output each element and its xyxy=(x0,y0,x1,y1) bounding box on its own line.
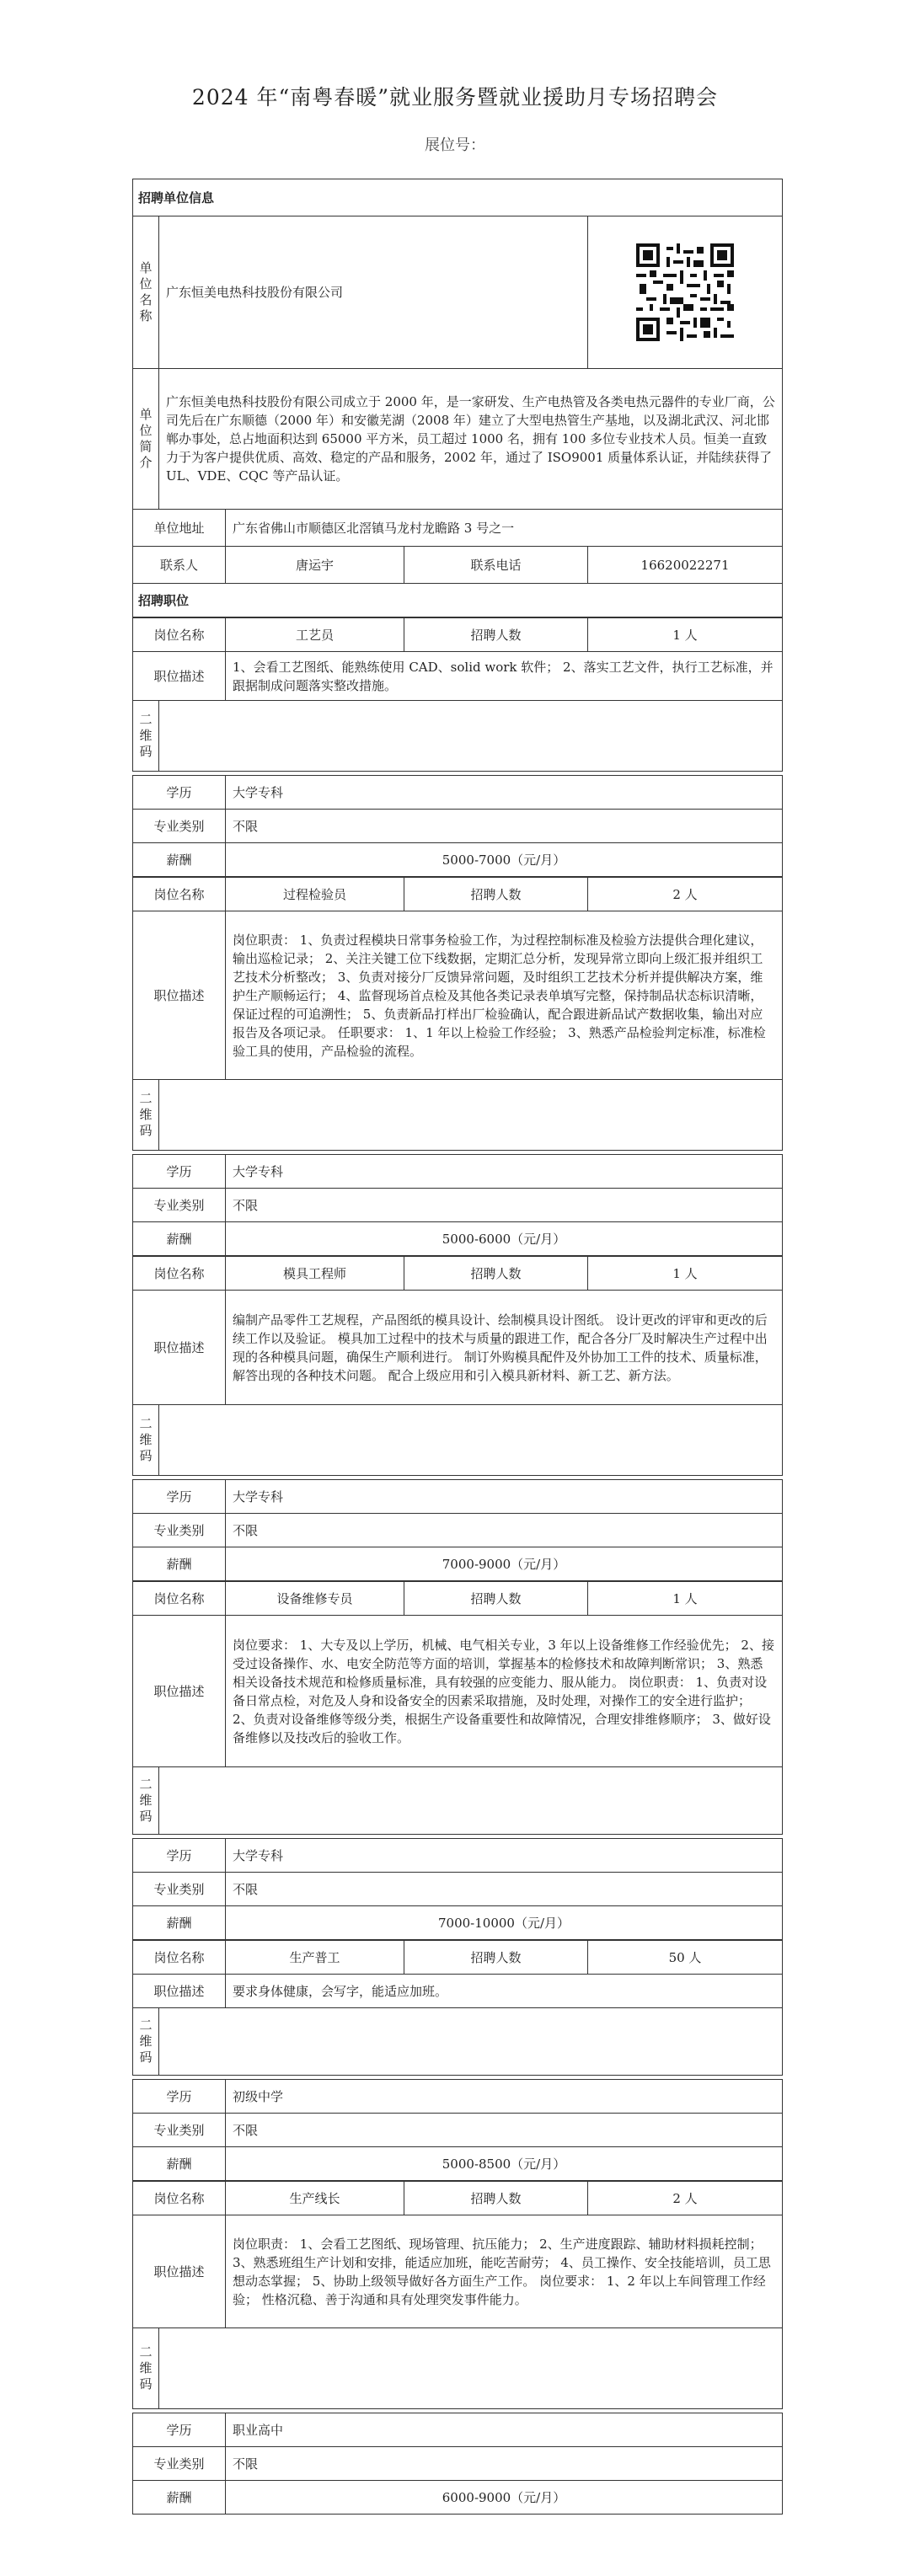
company-section-title: 招聘单位信息 xyxy=(133,179,783,216)
job-qr-cell xyxy=(159,701,783,772)
education-value: 大学专科 xyxy=(226,776,783,810)
salary-value: 7000-9000（元/月） xyxy=(226,1547,783,1581)
description-label: 职位描述 xyxy=(133,1616,226,1767)
qr-label: 二 维 码 xyxy=(133,2008,159,2076)
recruitment-form xyxy=(132,179,782,2515)
salary-value: 5000-6000（元/月） xyxy=(226,1222,783,1256)
education-label: 学历 xyxy=(133,1155,226,1189)
job-table xyxy=(132,2181,783,2515)
major-value: 不限 xyxy=(226,2114,783,2147)
major-value: 不限 xyxy=(226,1189,783,1222)
salary-label: 薪酬 xyxy=(133,843,226,877)
major-label: 专业类别 xyxy=(133,2447,226,2481)
position-label: 岗位名称 xyxy=(133,1257,226,1291)
headcount-value: 2 人 xyxy=(588,2182,783,2215)
major-value: 不限 xyxy=(226,1873,783,1906)
job-qr-cell xyxy=(159,2008,783,2076)
headcount-label: 招聘人数 xyxy=(404,1582,588,1616)
position-label: 岗位名称 xyxy=(133,2182,226,2215)
company-intro-label: 单 位 简 介 xyxy=(133,369,159,510)
qr-label: 二 维 码 xyxy=(133,1767,159,1835)
contact-phone-label: 联系电话 xyxy=(404,547,588,584)
contact-phone: 16620022271 xyxy=(588,547,783,584)
headcount-label: 招聘人数 xyxy=(404,878,588,911)
education-label: 学历 xyxy=(133,1480,226,1514)
major-value: 不限 xyxy=(226,810,783,843)
booth-number-label: 展位号： xyxy=(425,136,485,154)
job-description: 要求身体健康，会写字，能适应加班。 xyxy=(226,1975,783,2008)
job-table xyxy=(132,1940,783,2181)
headcount-value: 1 人 xyxy=(588,1257,783,1291)
education-value: 职业高中 xyxy=(226,2413,783,2447)
qr-label: 二 维 码 xyxy=(133,1080,159,1151)
headcount-value: 1 人 xyxy=(588,1582,783,1616)
headcount-label: 招聘人数 xyxy=(404,618,588,652)
salary-value: 5000-8500（元/月） xyxy=(226,2147,783,2181)
position-label: 岗位名称 xyxy=(133,1941,226,1975)
major-label: 专业类别 xyxy=(133,1873,226,1906)
company-intro: 广东恒美电热科技股份有限公司成立于 2000 年，是一家研发、生产电热管及各类电热元器件的专业厂商，公司先后在广东顺德（2000 年）和安徽芜湖（2008 年）建立了大型电热管生产基地，以及湖北武汉、河北邯郸办事处，总占地面积达到 65000 平方米，员工超过 1000 名，拥有 100 多位专业技术人员。恒美一直致力于为客户提供优质、高效、稳定的产品和服务，2002 年，通过了 ISO9001 质量体系认证，并陆续获得了 UL、VDE、CQC 等产品认证。 xyxy=(159,369,783,510)
position-label: 岗位名称 xyxy=(133,1582,226,1616)
headcount-label: 招聘人数 xyxy=(404,1941,588,1975)
major-label: 专业类别 xyxy=(133,1514,226,1547)
major-label: 专业类别 xyxy=(133,1189,226,1222)
position-title: 工艺员 xyxy=(226,618,404,652)
education-label: 学历 xyxy=(133,2080,226,2114)
job-table xyxy=(132,1581,783,1940)
salary-label: 薪酬 xyxy=(133,1547,226,1581)
job-qr-cell xyxy=(159,1405,783,1476)
contact-person: 唐运宇 xyxy=(226,547,404,584)
company-qr-cell xyxy=(588,216,783,369)
position-label: 岗位名称 xyxy=(133,878,226,911)
headcount-value: 50 人 xyxy=(588,1941,783,1975)
job-table xyxy=(132,1256,783,1581)
company-name: 广东恒美电热科技股份有限公司 xyxy=(159,216,588,369)
job-list xyxy=(132,617,782,2515)
job-table xyxy=(132,617,783,877)
education-value: 大学专科 xyxy=(226,1839,783,1873)
job-description: 编制产品零件工艺规程，产品图纸的模具设计、绘制模具设计图纸。 设计更改的评审和更改的后续工作以及验证。 模具加工过程中的技术与质量的跟进工作，配合各分厂及时解决生产过程中出现的各种模具问题，确保生产顺利进行。 制订外购模具配件及外协加工工件的技术、质量标准，解答出现的各种技术问题。 配合上级应用和引入模具新材料、新工艺、新方法。 xyxy=(226,1291,783,1405)
salary-value: 6000-9000（元/月） xyxy=(226,2481,783,2515)
position-title: 生产线长 xyxy=(226,2182,404,2215)
company-info-table xyxy=(132,179,783,617)
headcount-value: 1 人 xyxy=(588,618,783,652)
major-value: 不限 xyxy=(226,2447,783,2481)
company-name-label: 单 位 名 称 xyxy=(133,216,159,369)
salary-label: 薪酬 xyxy=(133,2481,226,2515)
position-title: 设备维修专员 xyxy=(226,1582,404,1616)
education-value: 大学专科 xyxy=(226,1155,783,1189)
company-address-label: 单位地址 xyxy=(133,510,226,547)
position-label: 岗位名称 xyxy=(133,618,226,652)
description-label: 职位描述 xyxy=(133,2215,226,2328)
contact-person-label: 联系人 xyxy=(133,547,226,584)
description-label: 职位描述 xyxy=(133,1291,226,1405)
headcount-value: 2 人 xyxy=(588,878,783,911)
position-title: 模具工程师 xyxy=(226,1257,404,1291)
education-value: 初级中学 xyxy=(226,2080,783,2114)
salary-label: 薪酬 xyxy=(133,1906,226,1940)
major-value: 不限 xyxy=(226,1514,783,1547)
education-value: 大学专科 xyxy=(226,1480,783,1514)
job-description: 岗位职责： 1、负责过程模块日常事务检验工作，为过程控制标准及检验方法提供合理化建议，输出巡检记录； 2、关注关键工位下线数据，定期汇总分析，发现异常立即向上级汇报并组织工艺技术分析整改； 3、负责对接分厂反馈异常问题，及时组织工艺技术分析并提供解决方案，维护生产顺畅运行； 4、监督现场首点检及其他各类记录表单填写完整，保持制品状态标识清晰，保证过程的可追溯性； 5、负责新品打样出厂检验确认，配合跟进新品试产数据收集，输出对应报告及各项记录。 任职要求： 1、1 年以上检验工作经验； 3、熟悉产品检验判定标准，标准检验工具的使用，产品检验的流程。 xyxy=(226,911,783,1080)
description-label: 职位描述 xyxy=(133,652,226,701)
job-qr-cell xyxy=(159,2328,783,2409)
page-title: 2024 年“南粤春暖”就业服务暨就业援助月专场招聘会 xyxy=(191,85,719,110)
headcount-label: 招聘人数 xyxy=(404,1257,588,1291)
qr-label: 二 维 码 xyxy=(133,2328,159,2409)
education-label: 学历 xyxy=(133,776,226,810)
salary-value: 5000-7000（元/月） xyxy=(226,843,783,877)
company-address: 广东省佛山市顺德区北滘镇马龙村龙瞻路 3 号之一 xyxy=(226,510,783,547)
job-description: 1、会看工艺图纸、能熟练使用 CAD、solid work 软件； 2、落实工艺文件，执行工艺标准，并跟据制成问题落实整改措施。 xyxy=(226,652,783,701)
job-description: 岗位职责： 1、会看工艺图纸、现场管理、抗压能力； 2、生产进度跟踪、辅助材料损耗控制； 3、熟悉班组生产计划和安排，能适应加班，能吃苦耐劳； 4、员工操作、安全技能培训，员工思想动态掌握； 5、协助上级领导做好各方面生产工作。 岗位要求： 1、2 年以上车间管理工作经验； 性格沉稳、善于沟通和具有处理突发事件能力。 xyxy=(226,2215,783,2328)
salary-value: 7000-10000（元/月） xyxy=(226,1906,783,1940)
position-title: 过程检验员 xyxy=(226,878,404,911)
qr-label: 二 维 码 xyxy=(133,1405,159,1476)
description-label: 职位描述 xyxy=(133,911,226,1080)
job-qr-cell xyxy=(159,1767,783,1835)
salary-label: 薪酬 xyxy=(133,1222,226,1256)
job-description: 岗位要求： 1、大专及以上学历，机械、电气相关专业，3 年以上设备维修工作经验优先； 2、接受过设备操作、水、电安全防范等方面的培训，掌握基本的检修技术和故障判断常识； 3、熟悉相关设备技术规范和检修质量标准，具有较强的应变能力、服从能力。 岗位职责： 1、负责对设备日常点检，对危及人身和设备安全的因素采取措施，及时处理，对操作工的安全进行监护； 2、负责对设备维修等级分类，根据生产设备重要性和故障情况，合理安排维修顺序； 3、做好设备维修以及技改后的验收工作。 xyxy=(226,1616,783,1767)
jobs-section-title: 招聘职位 xyxy=(133,584,783,617)
salary-label: 薪酬 xyxy=(133,2147,226,2181)
education-label: 学历 xyxy=(133,1839,226,1873)
major-label: 专业类别 xyxy=(133,2114,226,2147)
job-table xyxy=(132,877,783,1256)
description-label: 职位描述 xyxy=(133,1975,226,2008)
position-title: 生产普工 xyxy=(226,1941,404,1975)
headcount-label: 招聘人数 xyxy=(404,2182,588,2215)
qr-code-icon xyxy=(636,243,734,341)
job-qr-cell xyxy=(159,1080,783,1151)
education-label: 学历 xyxy=(133,2413,226,2447)
major-label: 专业类别 xyxy=(133,810,226,843)
qr-label: 二 维 码 xyxy=(133,701,159,772)
